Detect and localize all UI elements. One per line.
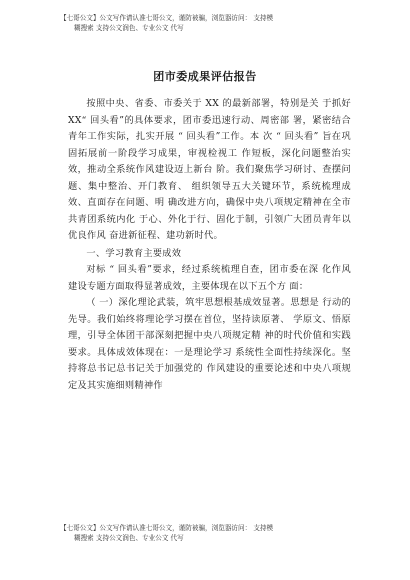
footer-watermark-banner <box>60 524 360 543</box>
document-title: 团市委成果评估报告 <box>153 70 257 83</box>
header-watermark-banner <box>60 14 360 33</box>
intro-paragraph: 按照中央、省委、市委关于 XX 的最新部署，特别是关 于抓好 XX“ 回头看”的具体要求，团市委迅速行动、周密部 署，紧密结合青年工作实际，扎实开展 “ 回头看”工作。本 次 “ 回头看” 旨在巩固拓展前一阶段学习成果，审视检视工 作短板，深化问题整治实效，推动全系统作风建设迈上新台 阶。我们聚焦学习研讨、查摆问题、集中整治、开门教育、 组织领导五大关键环节，系统梳理成效、直面存在问题、明 确改进方向，确保中央八项规定精神在全市共青团系统内化 于心、外化于行、固化于制，引领广大团员青年以优良作风 奋进新征程、建功新时代。 <box>68 98 351 241</box>
footer-banner-line-1: 【七哥公文】公文写作请认准七哥公文，谨防被骗，浏览器访问： 支持模 <box>60 524 274 532</box>
section-heading-1: 一、学习教育主要成效 <box>86 247 182 259</box>
header-banner-line-2: 糊搜索 支持公文润色、专业公文 代写 <box>74 23 184 32</box>
section-intro-paragraph: 对标 “ 回头看”要求，经过系统梳理自查，团市委在深 化作风建设专题方面取得显著成效，主要体现在以下五个方 面： <box>68 264 351 292</box>
document-body <box>68 96 351 394</box>
header-banner-line-1: 【七哥公文】公文写作请认准七哥公文，谨防被骗，浏览器访问： 支持模 <box>60 14 274 22</box>
subsection-paragraph-1: （ 一）深化理论武装，筑牢思想根基成效显著。思想是 行动的先导。我们始终将理论学习摆在首位，坚持读原著、 学原文、悟原理，引导全体团干部深刻把握中央八项规定精 神的时代价值和实践要求。具体成效体现在：一是理论学习 系统性全面性持续深化。坚持将总书记总书记关于加强党的 作风建设的重要论述和中央八项规定及其实施细则精神作 <box>68 297 351 391</box>
footer-banner-line-2: 糊搜索 支持公文润色、专业公文 代写 <box>74 533 184 542</box>
